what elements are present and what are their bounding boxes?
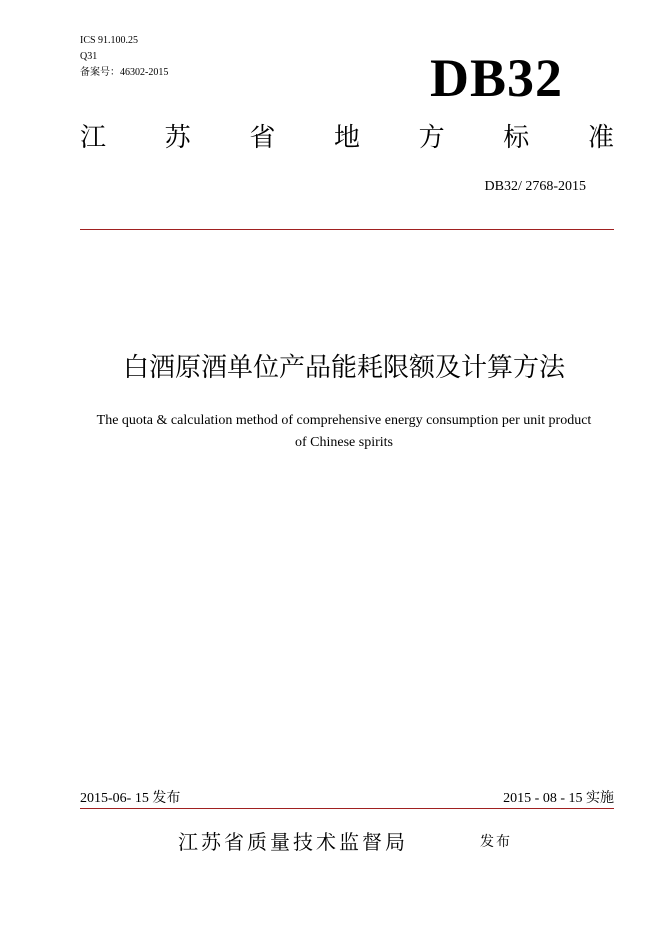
issue-date <box>80 789 180 808</box>
footer-divider <box>80 808 614 809</box>
standard-type <box>80 120 614 156</box>
standard-type-char: 地 <box>333 123 360 153</box>
impl-date-label: 实施 <box>586 790 614 806</box>
document-title-en <box>60 410 628 454</box>
standard-type-char: 苏 <box>164 123 191 153</box>
db-code-logo: DB32 <box>430 48 564 108</box>
standard-type-char: 标 <box>503 123 530 153</box>
issue-date-value: 2015-06- 15 <box>80 791 149 806</box>
ccs-code: Q31 <box>80 51 98 62</box>
implementation-date <box>503 789 614 808</box>
title-en-line: of Chinese spirits <box>295 435 393 450</box>
impl-date-value: 2015 - 08 - 15 <box>503 791 583 806</box>
standard-type-char: 江 <box>80 123 107 153</box>
issuing-authority: 江苏省质量技术监督局 <box>178 830 408 854</box>
header-divider <box>80 229 614 230</box>
ics-code: ICS 91.100.25 <box>80 35 139 46</box>
standard-number: DB32/ 2768-2015 <box>484 179 586 194</box>
standard-type-char: 省 <box>249 123 276 153</box>
issuing-authority-suffix: 发布 <box>480 834 512 850</box>
record-number: 备案号：46302-2015 <box>80 67 169 78</box>
document-title-cn: 白酒原酒单位产品能耗限额及计算方法 <box>122 353 565 383</box>
issue-date-label: 发布 <box>152 790 181 806</box>
standard-type-char: 方 <box>418 123 445 153</box>
title-en-line: The quota & calculation method of comprehensive energy consumption per unit product <box>96 413 592 428</box>
standard-type-char: 准 <box>587 123 614 153</box>
